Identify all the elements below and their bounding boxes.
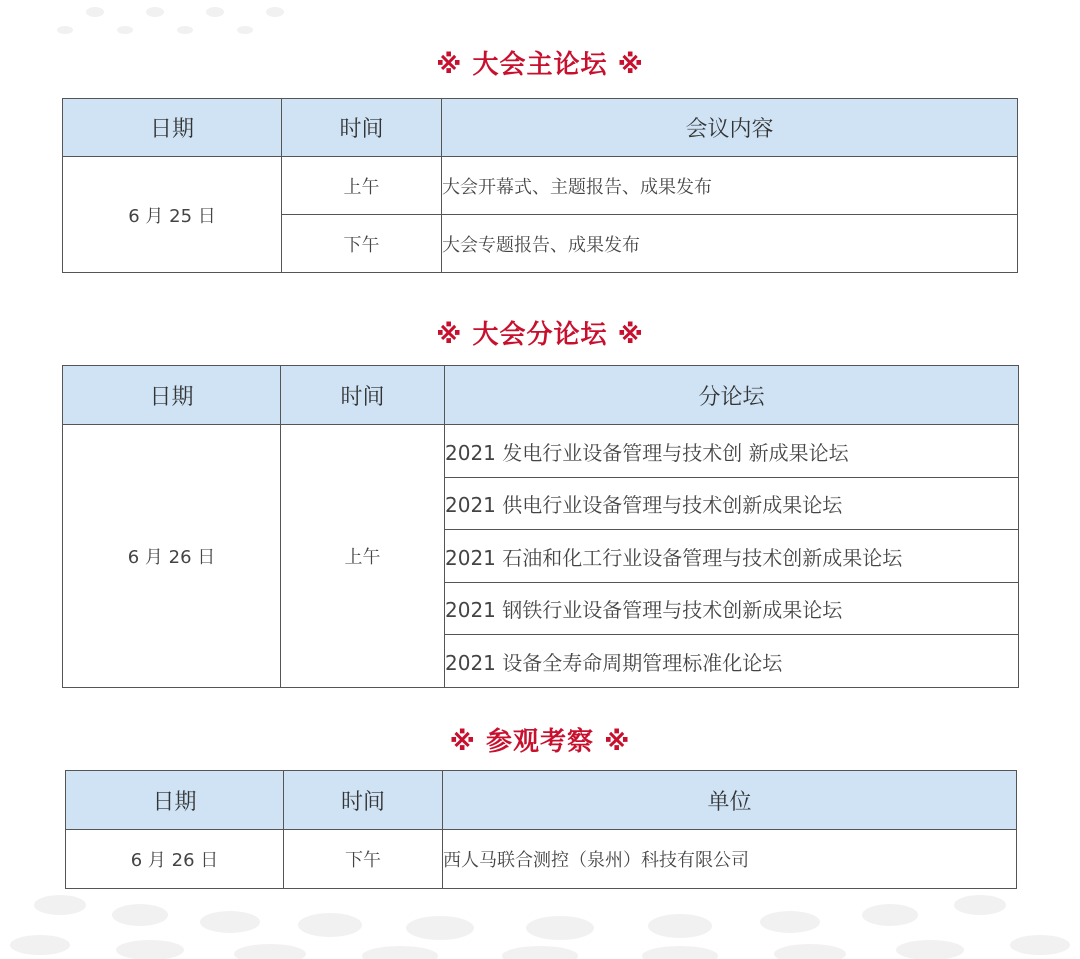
header-date: 日期 bbox=[63, 99, 282, 157]
date-cell: 6 月 26 日 bbox=[63, 425, 281, 688]
time-cell: 下午 bbox=[282, 215, 442, 273]
header-date: 日期 bbox=[63, 366, 281, 425]
table-header-row bbox=[63, 99, 1018, 157]
header-content: 会议内容 bbox=[442, 99, 1018, 157]
header-time: 时间 bbox=[282, 99, 442, 157]
header-unit: 单位 bbox=[443, 771, 1017, 830]
main-forum-title bbox=[0, 44, 1080, 81]
reference-mark-icon: ※ bbox=[617, 320, 644, 350]
table-header-row bbox=[63, 366, 1019, 425]
main-forum-title-text: 大会主论坛 bbox=[472, 50, 608, 80]
time-cell: 下午 bbox=[284, 830, 443, 889]
reference-mark-icon: ※ bbox=[449, 727, 476, 757]
sub-forum-table bbox=[62, 365, 1019, 688]
header-time: 时间 bbox=[284, 771, 443, 830]
date-cell: 6 月 26 日 bbox=[66, 830, 284, 889]
reference-mark-icon: ※ bbox=[604, 727, 631, 757]
table-row bbox=[66, 830, 1017, 889]
date-cell: 6 月 25 日 bbox=[63, 157, 282, 273]
visit-title bbox=[0, 721, 1080, 758]
time-cell: 上午 bbox=[281, 425, 445, 688]
time-cell: 上午 bbox=[282, 157, 442, 215]
reference-mark-icon: ※ bbox=[617, 50, 644, 80]
visit-title-text: 参观考察 bbox=[485, 727, 594, 757]
forum-cell: 2021 设备全寿命周期管理标准化论坛 bbox=[445, 635, 1019, 688]
forum-cell: 2021 供电行业设备管理与技术创新成果论坛 bbox=[445, 478, 1019, 530]
header-date: 日期 bbox=[66, 771, 284, 830]
header-time: 时间 bbox=[281, 366, 445, 425]
sub-forum-title bbox=[0, 314, 1080, 351]
reference-mark-icon: ※ bbox=[436, 320, 463, 350]
visit-table bbox=[65, 770, 1017, 889]
table-header-row bbox=[66, 771, 1017, 830]
table-row bbox=[63, 157, 1018, 215]
forum-cell: 2021 石油和化工行业设备管理与技术创新成果论坛 bbox=[445, 530, 1019, 583]
reference-mark-icon: ※ bbox=[436, 50, 463, 80]
header-forum: 分论坛 bbox=[445, 366, 1019, 425]
sub-forum-title-text: 大会分论坛 bbox=[472, 320, 608, 350]
content-cell: 大会开幕式、主题报告、成果发布 bbox=[442, 157, 1018, 215]
main-forum-table bbox=[62, 98, 1018, 273]
forum-cell: 2021 钢铁行业设备管理与技术创新成果论坛 bbox=[445, 583, 1019, 635]
unit-cell: 西人马联合测控（泉州）科技有限公司 bbox=[443, 830, 1017, 889]
content-cell: 大会专题报告、成果发布 bbox=[442, 215, 1018, 273]
table-row bbox=[63, 425, 1019, 478]
forum-cell: 2021 发电行业设备管理与技术创 新成果论坛 bbox=[445, 425, 1019, 478]
